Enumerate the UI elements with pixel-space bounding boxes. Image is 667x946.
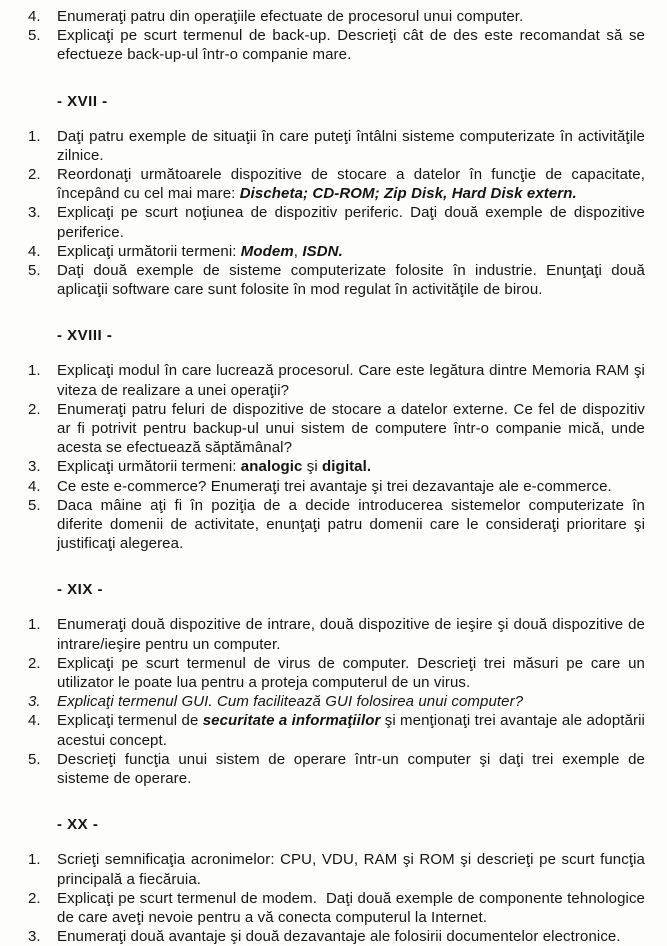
text-segment: Descrieţi funcţia unui sistem de operare într-un computer şi daţi trei exemple de sisteme de operare. <box>57 750 645 788</box>
item-number: 5. <box>28 27 41 45</box>
item-text <box>57 261 645 299</box>
text-segment: Daca mâine aţi fi în poziţia de a decide introducerea sistemelor computerizate în diferite domenii de activitate, enunţaţi patru domenii care le consideraţi prioritare şi justificaţi alegerea. <box>57 496 645 553</box>
intro-items <box>28 7 646 65</box>
item-text <box>57 7 645 26</box>
question-item <box>28 7 646 26</box>
text-segment: Explicaţi pe scurt termenul de modem. Daţi două exemple de componente tehnologice de care aveţi nevoie pentru a vă conecta computerul la Internet. <box>57 889 645 926</box>
item-number: 3. <box>28 458 41 476</box>
section-xx <box>28 815 646 946</box>
text-segment: Explicaţi următorii termeni: <box>57 458 241 476</box>
question-item <box>28 261 646 299</box>
text-segment: Ce este e-commerce? Enumeraţi trei avantaje şi trei dezavantaje ale e-commerce. <box>57 477 612 495</box>
text-segment: Explicaţi pe scurt termenul de virus de computer. Descrieţi trei măsuri pe care un utilizator le poate lua pentru a proteja computerul de un virus. <box>57 654 645 692</box>
section-xix <box>28 580 646 788</box>
section-header: - XIX - <box>57 581 104 599</box>
item-number: 4. <box>28 712 41 730</box>
item-text <box>57 692 645 711</box>
question-item <box>28 203 646 241</box>
item-number: 1. <box>28 616 41 634</box>
section-header: - XVII - <box>57 92 108 110</box>
item-text <box>57 242 645 261</box>
item-number: 3. <box>28 928 41 946</box>
item-number: 5. <box>28 496 41 514</box>
item-number: 1. <box>28 127 41 145</box>
question-item <box>28 400 646 458</box>
text-segment: şi <box>302 458 323 476</box>
item-number: 2. <box>28 400 41 418</box>
question-item <box>28 477 646 496</box>
item-text <box>57 26 645 64</box>
item-number: 5. <box>28 262 41 280</box>
text-segment: Explicaţi modul în care lucrează procesorul. Care este legătura dintre Memoria RAM şi viteza de realizare a unei operaţii? <box>57 362 645 399</box>
item-text <box>57 165 645 203</box>
text-segment: ISDN. <box>302 242 343 260</box>
text-segment: Reordonaţi următoarele dispozitive de stocare a datelor în funcţie de capacitate, începând cu cel mai mare: <box>57 166 645 203</box>
item-number: 5. <box>28 750 41 768</box>
text-segment: Enumeraţi două dispozitive de intrare, două dispozitive de ieşire şi două dispozitive de intrare/ieşire pentru un computer. <box>57 616 645 653</box>
question-item <box>28 711 646 749</box>
item-text <box>57 654 645 692</box>
section-header: - XVIII - <box>57 327 113 345</box>
text-segment: digital. <box>322 458 372 476</box>
item-text <box>57 615 645 653</box>
item-text <box>57 127 645 165</box>
text-segment: , <box>293 242 303 260</box>
question-item <box>28 26 646 64</box>
item-number: 2. <box>28 166 41 184</box>
item-text <box>57 477 645 496</box>
item-number: 3. <box>28 204 41 222</box>
text-segment: Discheta; CD-ROM; Zip Disk, Hard Disk extern. <box>239 185 577 203</box>
item-number: 1. <box>28 851 41 869</box>
item-text <box>57 361 645 399</box>
text-segment: Explicaţi următorii termeni: <box>57 242 241 260</box>
sections <box>28 92 646 946</box>
question-item <box>28 457 646 476</box>
item-number: 3. <box>28 693 41 711</box>
text-segment: Explicaţi pe scurt termenul de back-up. Descrieţi cât de des este recomandat să se efectueze back-up-ul într-o companie mare. <box>57 27 645 64</box>
text-segment: Explicaţi termenul de <box>57 712 203 730</box>
text-segment: Enumeraţi patru din operaţiile efectuate de procesorul unui computer. <box>57 8 524 25</box>
item-number: 4. <box>28 477 41 495</box>
item-text <box>57 850 645 888</box>
item-number: 2. <box>28 654 41 672</box>
question-item <box>28 927 646 946</box>
section-xvii <box>28 92 646 300</box>
text-segment: securitate a informaţiilor <box>202 712 381 730</box>
text-segment: Enumeraţi patru feluri de dispozitive de stocare a datelor externe. Ce fel de dispozitiv ar fi potrivit pentru backup-ul unui sistem de computere într-o companie mică, unde acesta se efectuează săptămânal? <box>57 400 645 457</box>
text-segment: Daţi patru exemple de situaţii în care puteţi întâlni sisteme computerizate în activităţile zilnice. <box>57 127 645 164</box>
item-text <box>57 400 645 458</box>
item-text <box>57 496 645 554</box>
text-segment: Scrieţi semnificaţia acronimelor: CPU, VDU, RAM şi ROM şi descrieţi pe scurt funcţia principală a fiecăruia. <box>57 851 645 888</box>
question-item <box>28 615 646 653</box>
item-text <box>57 457 645 476</box>
item-text <box>57 927 645 946</box>
text-segment: Explicaţi termenul GUI. Cum facilitează GUI folosirea unui computer? <box>57 693 524 711</box>
text-segment: Modem <box>240 242 294 260</box>
item-text <box>57 203 645 241</box>
item-number: 1. <box>28 362 41 380</box>
section-xviii <box>28 326 646 553</box>
question-item <box>28 692 646 711</box>
item-text <box>57 711 645 749</box>
question-item <box>28 889 646 927</box>
section-header: - XX - <box>57 816 99 834</box>
text-segment: şi menţionaţi trei avantaje ale adoptării acestui concept. <box>57 712 645 749</box>
item-number: 2. <box>28 889 41 907</box>
question-item <box>28 165 646 203</box>
text-segment: analogic <box>240 458 303 476</box>
question-item <box>28 750 646 788</box>
question-item <box>28 850 646 888</box>
question-item <box>28 242 646 261</box>
text-segment: Daţi două exemple de sisteme computerizate folosite în industrie. Enunţaţi două aplicaţii software care sunt folosite în mod regulat în activităţile de birou. <box>57 262 645 299</box>
question-item <box>28 361 646 399</box>
item-number: 4. <box>28 242 41 260</box>
item-text <box>57 889 645 927</box>
question-item <box>28 496 646 554</box>
question-item <box>28 127 646 165</box>
question-item <box>28 654 646 692</box>
item-text <box>57 750 645 788</box>
text-segment: Enumeraţi două avantaje şi două dezavantaje ale folosirii documentelor electronice. <box>57 928 621 946</box>
text-segment: Explicaţi pe scurt noţiunea de dispozitiv periferic. Daţi două exemple de dispozitive periferice. <box>57 204 645 241</box>
item-number: 4. <box>28 8 41 25</box>
